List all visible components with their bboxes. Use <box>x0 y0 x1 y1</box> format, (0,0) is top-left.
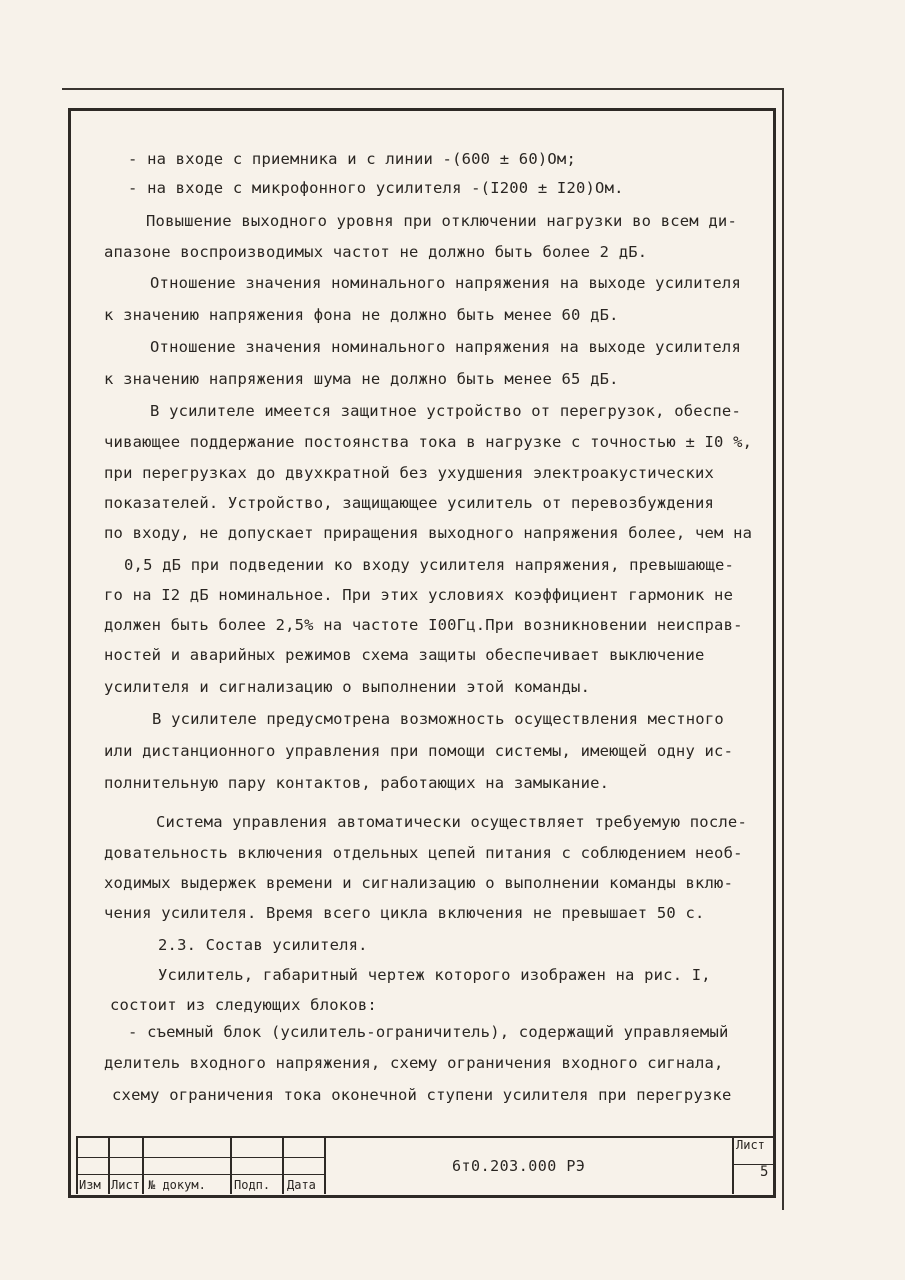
text-line: показателей. Устройство, защищающее усилитель от перевозбуждения <box>104 494 715 512</box>
text-line: Система управления автоматически осуществляет требуемую после- <box>156 813 747 831</box>
text-line: к значению напряжения шума не должно быть менее 65 дБ. <box>104 370 619 388</box>
title-block <box>76 1136 776 1192</box>
text-line: 0,5 дБ при подведении ко входу усилителя напряжения, превышающе- <box>124 556 735 574</box>
text-line: или дистанционного управления при помощи системы, имеющей одну ис- <box>104 742 734 760</box>
label-signature: Подп. <box>234 1178 271 1192</box>
text-line: ходимых выдержек времени и сигнализацию о выполнении команды вклю- <box>104 874 734 892</box>
text-line: к значению напряжения фона не должно быть менее 60 дБ. <box>104 306 619 324</box>
label-date: Дата <box>287 1178 316 1192</box>
title-block-divider <box>230 1138 232 1194</box>
text-line: схему ограничения тока оконечной ступени усилителя при перегрузке <box>112 1086 732 1104</box>
text-line: Отношение значения номинального напряжения на выходе усилителя <box>150 274 741 292</box>
document-code: 6т0.203.000 РЭ <box>452 1157 586 1175</box>
title-block-divider <box>108 1138 110 1194</box>
text-line: полнительную пару контактов, работающих на замыкание. <box>104 774 610 792</box>
text-line: должен быть более 2,5% на частоте I00Гц.При возникновении неисправ- <box>104 616 743 634</box>
title-block-divider <box>324 1138 326 1194</box>
text-line: чения усилителя. Время всего цикла включения не превышает 50 с. <box>104 904 705 922</box>
text-line: при перегрузках до двухкратной без ухудшения электроакустических <box>104 464 715 482</box>
label-list: Лист <box>111 1178 140 1192</box>
text-line: го на I2 дБ номинальное. При этих условиях коэффициент гармоник не <box>104 586 734 604</box>
text-line: В усилителе предусмотрена возможность осуществления местного <box>152 710 724 728</box>
title-block-row <box>76 1157 326 1158</box>
label-izm: Изм <box>79 1178 101 1192</box>
sheet-label: Лист <box>736 1138 765 1152</box>
text-line: - на входе с приемника и с линии -(600 ± 60)Ом; <box>128 150 576 168</box>
text-line: делитель входного напряжения, схему ограничения входного сигнала, <box>104 1054 724 1072</box>
text-line: чивающее поддержание постоянства тока в нагрузке с точностью ± I0 %, <box>104 433 753 451</box>
text-line: по входу, не допускает приращения выходного напряжения более, чем на <box>104 524 753 542</box>
text-line: Повышение выходного уровня при отключении нагрузки во всем ди- <box>146 212 737 230</box>
sheet-number: 5 <box>760 1164 769 1180</box>
title-block-row <box>732 1164 776 1165</box>
title-block-divider <box>142 1138 144 1194</box>
text-line: - на входе с микрофонного усилителя -(I200 ± I20)Ом. <box>128 179 624 197</box>
title-block-divider <box>732 1138 734 1194</box>
text-line: довательность включения отдельных цепей питания с соблюдением необ- <box>104 844 743 862</box>
section-heading: 2.3. Состав усилителя. <box>158 936 368 954</box>
text-line: Усилитель, габаритный чертеж которого изображен на рис. I, <box>158 966 711 984</box>
text-line: апазоне воспроизводимых частот не должно быть более 2 дБ. <box>104 243 648 261</box>
text-line: усилителя и сигнализацию о выполнении этой команды. <box>104 678 591 696</box>
text-line: - съемный блок (усилитель-ограничитель), содержащий управляемый <box>128 1023 729 1041</box>
text-line: ностей и аварийных режимов схема защиты обеспечивает выключение <box>104 646 705 664</box>
text-line: состоит из следующих блоков: <box>110 996 377 1014</box>
title-block-row <box>76 1174 326 1175</box>
text-line: Отношение значения номинального напряжения на выходе усилителя <box>150 338 741 356</box>
title-block-divider <box>76 1138 78 1194</box>
label-doc-number: № докум. <box>148 1178 206 1192</box>
text-line: В усилителе имеется защитное устройство от перегрузок, обеспе- <box>150 402 741 420</box>
title-block-divider <box>282 1138 284 1194</box>
